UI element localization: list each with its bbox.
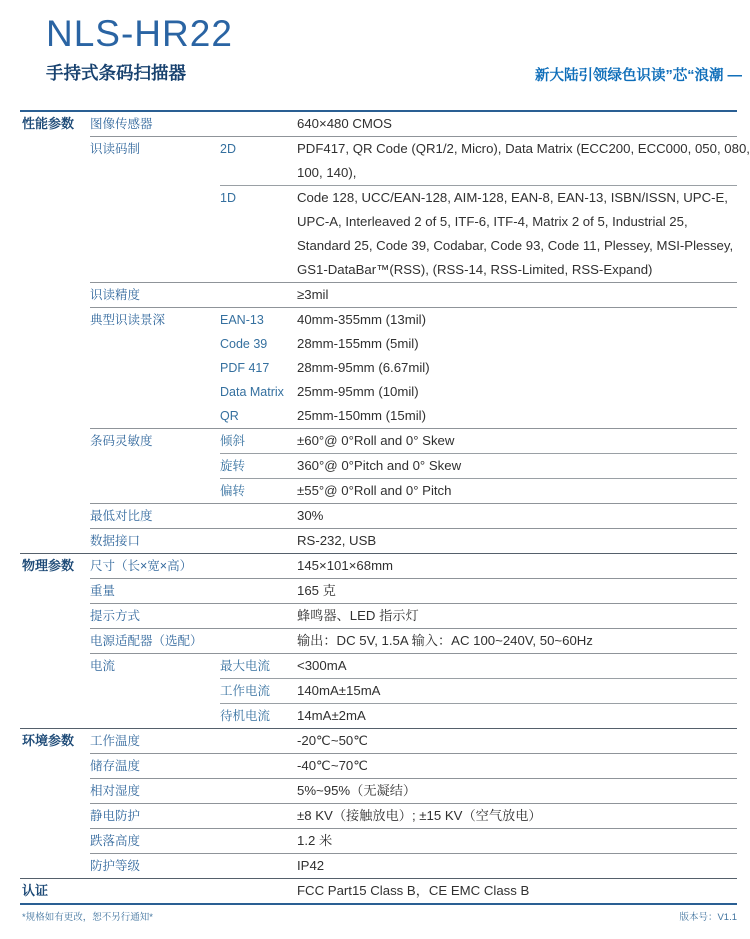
spec-subrow <box>220 308 737 332</box>
section-certification <box>20 878 737 903</box>
spec-label: 提示方式 <box>90 609 141 624</box>
section-title: 物理参数 <box>22 558 75 574</box>
spec-value: 5%~95%（无凝结） <box>297 783 417 799</box>
column-spacer <box>220 112 297 136</box>
spec-value: 输出：DC 5V, 1.5A 输入：AC 100~240V, 50~60Hz <box>297 633 593 649</box>
section-performance <box>20 112 750 553</box>
spec-row <box>90 629 737 654</box>
spec-value: ±60°@ 0°Roll and 0° Skew <box>297 433 455 449</box>
value-line: Code 128, UCC/EAN-128, AIM-128, EAN-8, EAN-13, ISBN/ISSN, UPC-E, <box>297 190 728 206</box>
spec-label: 工作温度 <box>90 734 141 749</box>
spec-label: 相对湿度 <box>90 784 141 799</box>
subrow-group <box>220 308 737 428</box>
spec-row <box>90 754 737 779</box>
spec-row <box>90 879 737 903</box>
spec-value: -40℃~70℃ <box>297 758 369 774</box>
column-spacer <box>90 879 220 903</box>
spec-sublabel: 1D <box>220 191 236 206</box>
spec-value: 28mm-95mm (6.67mil) <box>297 360 430 376</box>
spec-label: 重量 <box>90 584 116 599</box>
spec-sublabel: 偏转 <box>220 484 246 499</box>
spec-label: 识读码制 <box>90 142 141 157</box>
spec-subrow <box>220 704 737 728</box>
section-environment <box>20 728 737 878</box>
spec-row <box>90 729 737 754</box>
column-spacer <box>220 754 297 778</box>
spec-sublabel: PDF 417 <box>220 361 270 376</box>
brand-tagline: 新大陆引领绿色识读”芯“浪潮 — <box>534 68 742 85</box>
spec-label: 图像传感器 <box>90 117 153 132</box>
section-title-cell <box>20 729 90 878</box>
section-title-cell <box>20 879 90 903</box>
spec-row <box>90 112 737 137</box>
subtitle-row <box>46 60 742 85</box>
page-title: NLS-HR22 <box>46 13 233 54</box>
column-spacer <box>220 729 297 753</box>
footer-version: 版本号：V1.1 <box>679 912 737 924</box>
spec-sublabel: 工作电流 <box>220 684 271 699</box>
spec-value: 25mm-150mm (15mil) <box>297 408 426 424</box>
spec-value <box>297 186 737 282</box>
spec-value: 40mm-355mm (13mil) <box>297 312 426 328</box>
spec-sublabel: 待机电流 <box>220 709 271 724</box>
spec-label: 防护等级 <box>90 859 141 874</box>
section-title-cell <box>20 554 90 728</box>
spec-value: 360°@ 0°Pitch and 0° Skew <box>297 458 462 474</box>
spec-sublabel: Code 39 <box>220 337 268 352</box>
spec-label: 储存温度 <box>90 759 141 774</box>
spec-value: <300mA <box>297 658 347 674</box>
spec-label: 电源适配器（选配） <box>90 634 203 649</box>
spec-value: ≥3mil <box>297 287 329 303</box>
page-footer <box>22 909 737 923</box>
spec-value: IP42 <box>297 858 325 874</box>
spec-table <box>20 110 750 905</box>
spec-value: 640×480 CMOS <box>297 116 392 132</box>
section-rows <box>90 729 737 878</box>
spec-value: 蜂鸣器、LED 指示灯 <box>297 608 419 624</box>
spec-sublabel: Data Matrix <box>220 385 284 400</box>
spec-value: 145×101×68mm <box>297 558 394 574</box>
spec-row <box>90 654 737 728</box>
spec-label: 条码灵敏度 <box>90 434 153 449</box>
spec-value <box>297 137 750 185</box>
spec-row <box>90 604 737 629</box>
product-subtitle: 手持式条码扫描器 <box>46 63 186 84</box>
column-spacer <box>220 529 297 553</box>
spec-sublabel: 最大电流 <box>220 659 271 674</box>
column-spacer <box>220 554 297 578</box>
column-spacer <box>220 604 297 628</box>
spec-row <box>90 804 737 829</box>
spec-row <box>90 554 737 579</box>
spec-subrow <box>220 654 737 679</box>
section-title-cell <box>20 112 90 553</box>
spec-value: ±55°@ 0°Roll and 0° Pitch <box>297 483 452 499</box>
spec-value: ±8 KV（接触放电）; ±15 KV（空气放电） <box>297 808 542 824</box>
spec-row <box>90 504 737 529</box>
spec-subrow <box>220 186 737 282</box>
spec-value: -20℃~50℃ <box>297 733 369 749</box>
column-spacer <box>220 283 297 307</box>
spec-sublabel: EAN-13 <box>220 313 264 328</box>
spec-subrow <box>220 479 737 503</box>
spec-value: 165 克 <box>297 583 336 599</box>
spec-subrow <box>220 404 737 428</box>
spec-row <box>90 429 737 504</box>
column-spacer <box>220 879 297 903</box>
spec-subrow <box>220 679 737 704</box>
spec-sublabel: 倾斜 <box>220 434 246 449</box>
subrow-group <box>220 137 750 282</box>
value-line: GS1-DataBar™(RSS), (RSS-14, RSS-Limited, RSS-Expand) <box>297 262 653 278</box>
section-title: 环境参数 <box>22 733 75 749</box>
spec-subrow <box>220 429 737 454</box>
spec-sublabel: 旋转 <box>220 459 246 474</box>
footer-note: *规格如有更改，恕不另行通知* <box>22 912 153 924</box>
column-spacer <box>220 804 297 828</box>
spec-subrow <box>220 454 737 479</box>
spec-value: 30% <box>297 508 324 524</box>
spec-label: 数据接口 <box>90 534 141 549</box>
spec-row <box>90 308 737 429</box>
spec-value: 140mA±15mA <box>297 683 381 699</box>
spec-value: RS-232, USB <box>297 533 377 549</box>
section-rows <box>90 112 750 553</box>
spec-value: 1.2 米 <box>297 833 333 849</box>
section-title: 认证 <box>22 883 49 899</box>
spec-value: 14mA±2mA <box>297 708 366 724</box>
column-spacer <box>220 779 297 803</box>
spec-row <box>90 283 737 308</box>
spec-value: FCC Part15 Class B，CE EMC Class B <box>297 883 530 899</box>
spec-value: 28mm-155mm (5mil) <box>297 336 419 352</box>
spec-label: 典型识读景深 <box>90 313 166 328</box>
spec-value: 25mm-95mm (10mil) <box>297 384 419 400</box>
spec-label: 跌落高度 <box>90 834 141 849</box>
spec-row <box>90 579 737 604</box>
spec-subrow <box>220 380 737 404</box>
column-spacer <box>220 629 297 653</box>
value-line: Standard 25, Code 39, Codabar, Code 93, Code 11, Plessey, MSI-Plessey, <box>297 238 734 254</box>
spec-row <box>90 529 737 553</box>
spec-row <box>90 829 737 854</box>
subrow-group <box>220 654 737 728</box>
spec-row <box>90 779 737 804</box>
value-line: PDF417, QR Code (QR1/2, Micro), Data Matrix (ECC200, ECC000, 050, 080, <box>297 141 750 157</box>
column-spacer <box>220 854 297 878</box>
spec-label: 最低对比度 <box>90 509 153 524</box>
spec-sublabel: QR <box>220 409 239 424</box>
section-rows <box>90 879 737 903</box>
column-spacer <box>220 579 297 603</box>
value-line: UPC-A, Interleaved 2 of 5, ITF-6, ITF-4, Matrix 2 of 5, Industrial 25, <box>297 214 688 230</box>
spec-sublabel: 2D <box>220 142 236 157</box>
spec-label: 尺寸（长×宽×高） <box>90 559 193 574</box>
spec-subrow <box>220 137 750 186</box>
spec-label: 静电防护 <box>90 809 141 824</box>
section-rows <box>90 554 737 728</box>
spec-row <box>90 137 750 283</box>
value-line: 100, 140), <box>297 165 357 181</box>
section-physical <box>20 553 737 728</box>
spec-subrow <box>220 332 737 356</box>
spec-row <box>90 854 737 878</box>
spec-label: 识读精度 <box>90 288 141 303</box>
column-spacer <box>220 829 297 853</box>
spec-label: 电流 <box>90 659 116 674</box>
column-spacer <box>220 504 297 528</box>
spec-subrow <box>220 356 737 380</box>
section-title: 性能参数 <box>22 116 75 132</box>
subrow-group <box>220 429 737 503</box>
